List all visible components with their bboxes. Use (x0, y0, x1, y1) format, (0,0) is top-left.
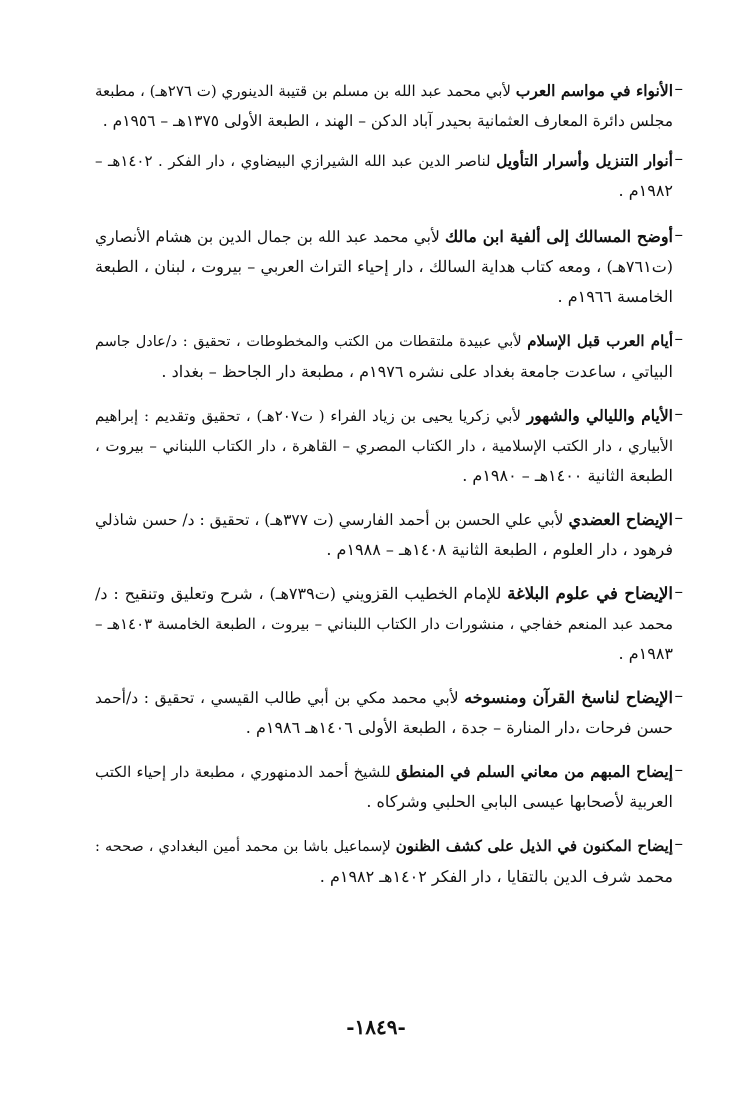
entry-dash: – (674, 582, 683, 602)
entry-title: أنوار التنزيل وأسرار التأويل (496, 151, 673, 170)
entry-dash: – (674, 404, 683, 424)
entry-dash: – (674, 760, 683, 780)
bibliography-entry (95, 683, 683, 743)
entry-dash: – (674, 834, 683, 854)
entry-line: البياتي ، ساعدت جامعة بغداد على نشره ١٩٧٦م ، مطبعة دار الجاحظ – بغداد . (161, 362, 673, 381)
entry-title: الأيام والليالي والشهور (526, 406, 673, 425)
entry-title: الأنواء في مواسم العرب (515, 81, 674, 100)
entry-dash: – (674, 225, 683, 245)
entry-title: إيضاح المكنون في الذيل على كشف الظنون (395, 837, 673, 855)
entry-text: لأبي محمد مكي بن أبي طالب القيسي ، تحقيق : د/أحمد (95, 689, 465, 707)
entry-line: فرهود ، دار العلوم ، الطبعة الثانية ١٤٠٨هـ – ١٩٨٨م . (326, 540, 673, 559)
entry-text: للشيخ أحمد الدمنهوري ، مطبعة دار إحياء الكتب (95, 763, 396, 781)
entry-title: الإيضاح لناسخ القرآن ومنسوخه (464, 688, 673, 707)
entry-dash: – (674, 149, 683, 169)
entry-line: الخامسة ١٩٦٦م . (557, 287, 673, 306)
entry-title: الإيضاح في علوم البلاغة (507, 584, 674, 603)
entry-dash: – (674, 508, 683, 528)
entry-dash: – (674, 79, 683, 99)
page-number: -١٨٤٩- (346, 1015, 406, 1039)
entry-line: الأبياري ، دار الكتب الإسلامية ، دار الكتاب المصري – القاهرة ، دار الكتاب اللبناني – بيروت ، (95, 437, 673, 455)
entry-text: لأبي محمد عبد الله بن جمال الدين بن هشام الأنصاري (95, 228, 446, 246)
bibliography-entry (95, 146, 683, 206)
entry-text: لإسماعيل باشا بن محمد أمين البغدادي ، صححه : (95, 839, 396, 855)
bibliography-entry (95, 222, 683, 312)
entry-line: محمد شرف الدين بالتقايا ، دار الفكر ١٤٠٢هـ ١٩٨٢م . (319, 867, 673, 886)
entry-title: أيام العرب قبل الإسلام (527, 332, 673, 350)
entry-text: لأبي عبيدة ملتقطات من الكتب والمخطوطات ، تحقيق : د/عادل جاسم (95, 334, 528, 350)
entry-line: محمد عبد المنعم خفاجي ، منشورات دار الكتاب اللبناني – بيروت ، الطبعة الخامسة ١٤٠٣هـ – (95, 615, 673, 633)
entry-text: لناصر الدين عبد الله الشيرازي البيضاوي ، دار الفكر . ١٤٠٢هـ – (95, 152, 497, 170)
entry-line: مجلس دائرة المعارف العثمانية بحيدر آباد الدكن – الهند ، الطبعة الأولى ١٣٧٥هـ – ١٩٥٦م . (102, 112, 673, 130)
entry-text: لأبي محمد عبد الله بن مسلم بن قتيبة الدينوري (ت ٢٧٦هـ) ، مطبعة (95, 82, 516, 100)
entry-dash: – (674, 686, 683, 706)
bibliography-entry (95, 401, 683, 491)
entry-line: (ت٧٦١هـ) ، ومعه كتاب هداية السالك ، دار إحياء التراث العربي – بيروت ، لبنان ، الطبعة (95, 257, 673, 276)
entry-text: لأبي علي الحسن بن أحمد الفارسي (ت ٣٧٧هـ) ، تحقيق : د/ حسن شاذلي (95, 511, 569, 529)
entry-title: إيضاح المبهم من معاني السلم في المنطق (395, 762, 673, 781)
entry-title: أوضح المسالك إلى ألفية ابن مالك (445, 227, 674, 246)
entry-title: الإيضاح العضدي (568, 510, 674, 529)
bibliography-list (95, 76, 683, 892)
entry-line: ١٩٨٢م . (618, 181, 673, 200)
entry-line: حسن فرحات ،دار المنارة – جدة ، الطبعة الأولى ١٤٠٦هـ ١٩٨٦م . (245, 718, 673, 737)
entry-text: لأبي زكريا يحيى بن زياد الفراء ( ت٢٠٧هـ) ، تحقيق وتقديم : إبراهيم (95, 407, 527, 425)
bibliography-entry (95, 831, 683, 892)
entry-dash: – (674, 329, 683, 349)
entry-line: العربية لأصحابها عيسى البابي الحلبي وشركاه . (366, 792, 673, 811)
bibliography-entry (95, 326, 683, 387)
entry-line: ١٩٨٣م . (618, 644, 673, 663)
entry-text: للإمام الخطيب القزويني (ت٧٣٩هـ) ، شرح وتعليق وتنقيح : د/ (95, 584, 508, 603)
entry-line: الطبعة الثانية ١٤٠٠هـ – ١٩٨٠م . (462, 466, 673, 485)
bibliography-entry (95, 76, 683, 136)
bibliography-entry (95, 757, 683, 817)
bibliography-entry (95, 505, 683, 565)
bibliography-entry (95, 579, 683, 669)
